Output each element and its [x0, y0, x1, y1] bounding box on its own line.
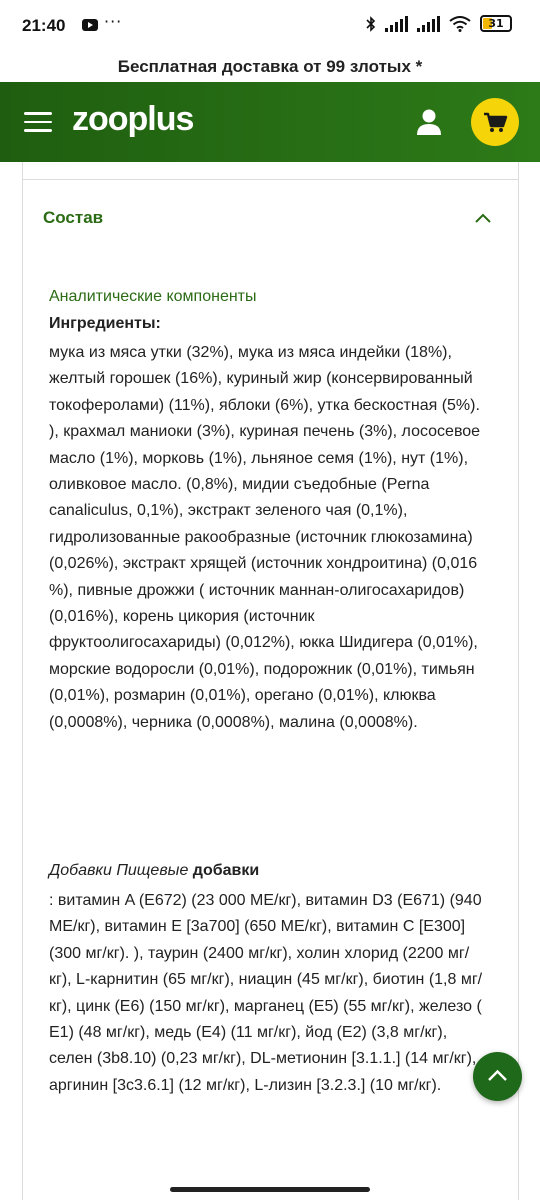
battery-icon — [480, 15, 512, 32]
site-header — [0, 82, 540, 162]
analytical-components-heading: Аналитические компоненты — [49, 288, 257, 305]
hamburger-menu-icon[interactable] — [24, 112, 52, 132]
cell-signal-1-icon — [385, 16, 408, 32]
cell-signal-2-icon — [417, 16, 440, 32]
chevron-up-icon — [473, 1052, 522, 1101]
cart-button[interactable] — [471, 98, 519, 146]
home-indicator[interactable] — [170, 1187, 370, 1192]
cart-icon — [471, 98, 519, 146]
card-divider — [22, 179, 519, 180]
status-time: 21:40 — [22, 16, 66, 35]
scroll-to-top-button[interactable] — [473, 1052, 522, 1101]
additives-heading-bold: добавки — [192, 862, 260, 879]
user-icon[interactable] — [416, 108, 442, 136]
ingredients-label: Ингредиенты: — [49, 315, 161, 332]
youtube-icon — [82, 19, 98, 31]
delivery-banner-text: Бесплатная доставка от 99 злотых * — [117, 57, 423, 76]
composition-section-title[interactable]: Состав — [43, 208, 104, 227]
delivery-banner[interactable] — [0, 52, 540, 82]
chevron-up-icon[interactable] — [474, 212, 492, 224]
battery-level: 31 — [488, 17, 504, 30]
additives-text: : витамин A (E672) (23 000 МЕ/кг), витамин D3 (E671) (940 МЕ/кг), витамин E [3a700] (650 МЕ/кг), витамин C [E300] (300 мг/кг). ), таурин (2400 мг/кг), холин хлорид (2200 мг/кг), L-карнитин (65 мг/кг), ниацин (45 мг/кг), биотин (1,8 мг/кг), цинк (E6) (150 мг/кг), марганец (E5) (55 мг/кг), железо ( E1) (48 мг/кг), медь (E4) (11 мг/кг), йод (E2) (3,8 мг/кг), селен (3b8.10) (0,23 мг/кг), DL-метионин [3.1.1.] (14 мг/кг), аргинин [3c3.6.1] (12 мг/кг), L-лизин [3.2.3.] (10 мг/кг). — [49, 892, 483, 1094]
additives-heading-italic: Добавки Пищевые — [49, 862, 189, 879]
bluetooth-icon — [366, 16, 376, 32]
more-notifications-icon: ··· — [104, 12, 123, 31]
ingredients-text: мука из мяса утки (32%), мука из мяса индейки (18%), желтый горошек (16%), куриный жир (консервированный токоферолами) (11%), яблоки (6%), утка бескостная (5%). ), крахмал маниоки (3%), куриная печень (3%), лососевое масло (1%), морковь (1%), льняное семя (1%), нут (1%), оливковое масло. (0,8%), мидии съедобные (Perna canaliculus, 0,1%), экстракт зеленого чая (0,1%), гидролизованные ракообразные (источник глюкозамина) (0,026%), экстракт хрящей (источник хондроитина) (0,016 %), пивные дрожжи ( источник маннан-олигосахаридов) (0,016%), корень цикория (источник фруктоолигосахариды) (0,012%), юкка Шидигера (0,01%), морские водоросли (0,01%), подорожник (0,01%), тимьян (0,01%), розмарин (0,01%), орегано (0,01%), клюква (0,0008%), черника (0,0008%), малина (0,0008%). — [49, 344, 481, 731]
zooplus-logo[interactable]: zooplus — [72, 100, 194, 138]
status-bar — [0, 0, 540, 52]
wifi-icon — [449, 16, 471, 32]
additives-heading — [49, 862, 259, 880]
